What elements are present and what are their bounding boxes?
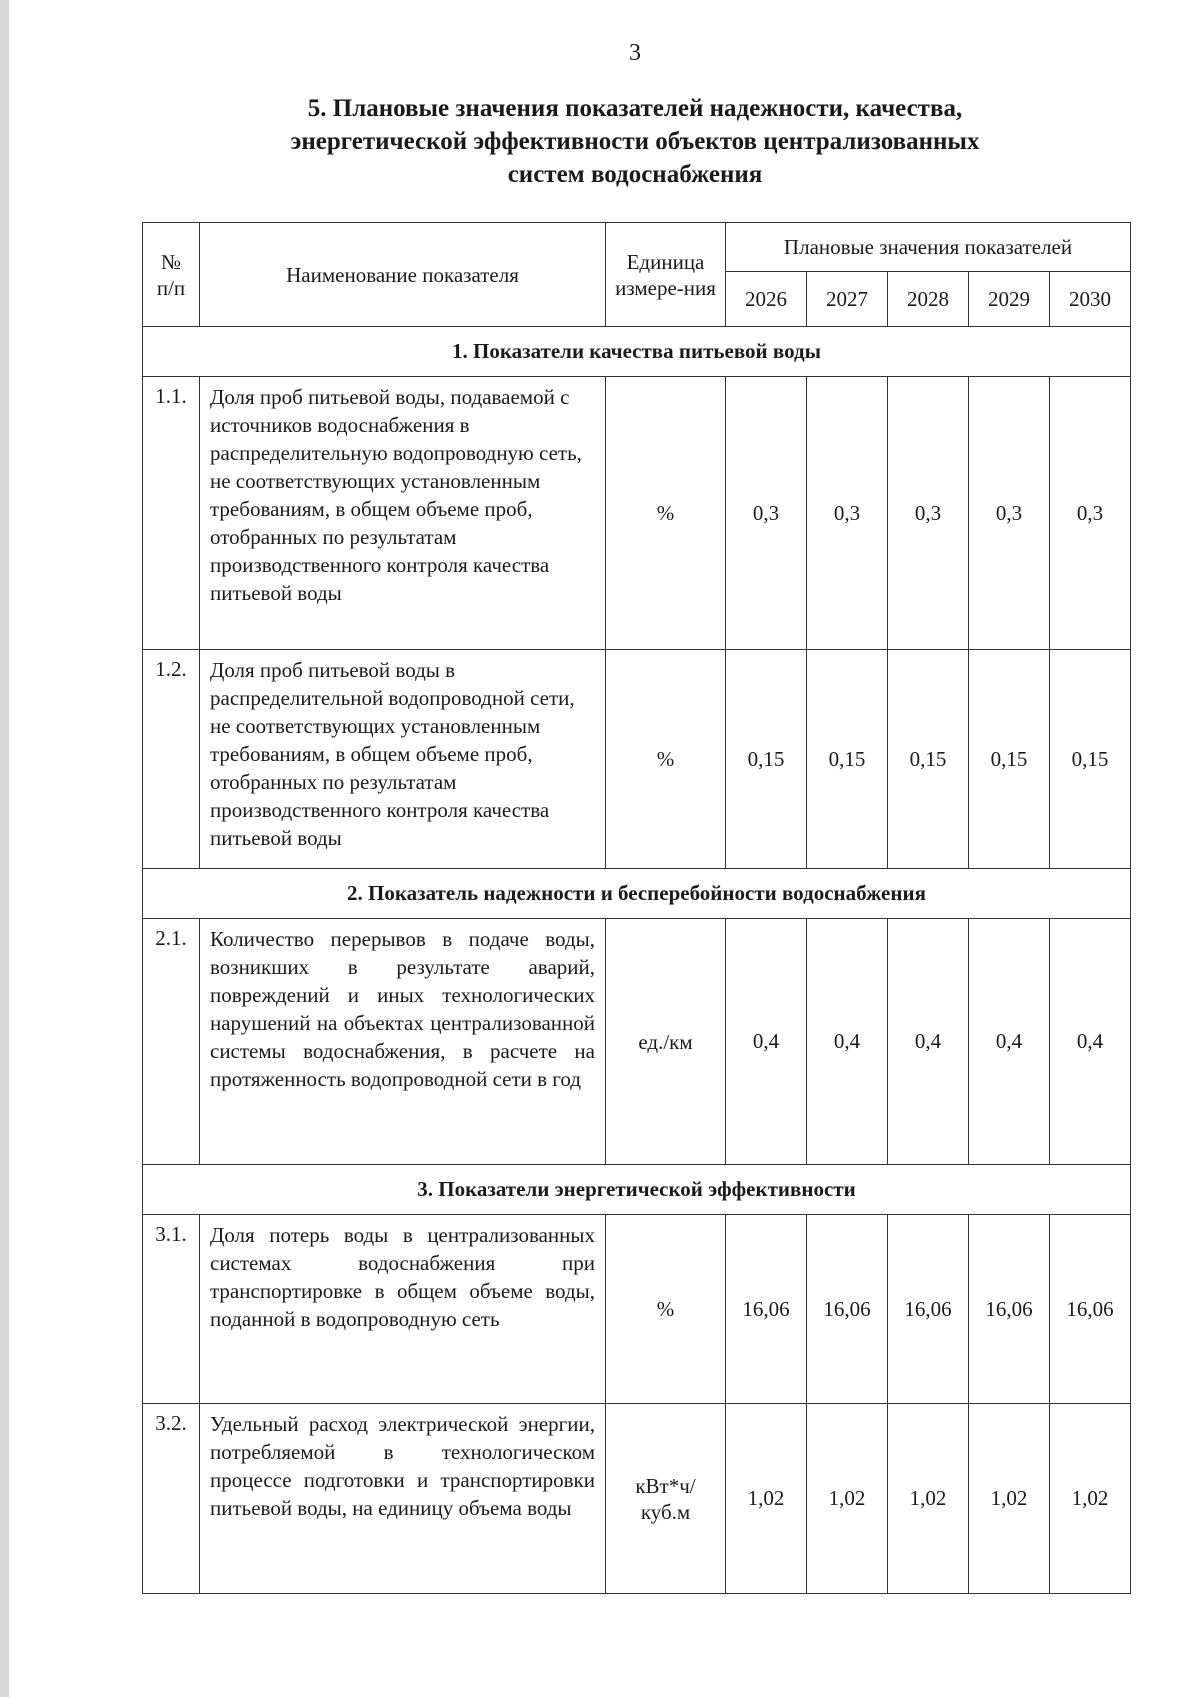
table-row bbox=[143, 1404, 1131, 1594]
row-number: 1.2. bbox=[143, 650, 200, 869]
section-row bbox=[143, 1165, 1131, 1215]
value-cell: 1,02 bbox=[969, 1404, 1050, 1594]
indicator-name: Доля проб питьевой воды, подаваемой с источников водоснабжения в распределительную водопроводную сеть, не соответствующих установленным требованиям, в общем объеме проб, отобранных по результатам производственного контроля качества питьевой воды bbox=[200, 377, 606, 650]
indicator-name: Удельный расход электрической энергии, потребляемой в технологическом процессе подготовки и транспортировки питьевой воды, на единицу объема воды bbox=[200, 1404, 606, 1594]
value-cell: 0,15 bbox=[1050, 650, 1131, 869]
indicator-name: Доля проб питьевой воды в распределительной водопроводной сети, не соответствующих установленным требованиям, в общем объеме проб, отобранных по результатам производственного контроля качества питьевой воды bbox=[200, 650, 606, 869]
value-cell: 0,15 bbox=[726, 650, 807, 869]
value-cell: 0,15 bbox=[888, 650, 969, 869]
value-cell: 16,06 bbox=[807, 1215, 888, 1404]
value-cell: 16,06 bbox=[969, 1215, 1050, 1404]
heading-line-3: систем водоснабжения bbox=[507, 161, 763, 188]
header-name: Наименование показателя bbox=[200, 223, 606, 327]
table-row bbox=[143, 377, 1131, 650]
page-number: 3 bbox=[629, 40, 641, 66]
value-cell: 0,4 bbox=[1050, 919, 1131, 1165]
header-year: 2026 bbox=[726, 272, 807, 327]
header-year: 2030 bbox=[1050, 272, 1131, 327]
value-cell: 0,15 bbox=[807, 650, 888, 869]
value-cell: 1,02 bbox=[1050, 1404, 1131, 1594]
unit-cell: % bbox=[606, 377, 726, 650]
value-cell: 16,06 bbox=[726, 1215, 807, 1404]
value-cell: 1,02 bbox=[807, 1404, 888, 1594]
heading-line-2: энергетической эффективности объектов централизованных bbox=[290, 128, 980, 155]
unit-cell: ед./км bbox=[606, 919, 726, 1165]
header-year: 2027 bbox=[807, 272, 888, 327]
unit-cell: % bbox=[606, 1215, 726, 1404]
header-row-1 bbox=[143, 223, 1131, 272]
value-cell: 1,02 bbox=[888, 1404, 969, 1594]
value-cell: 0,15 bbox=[969, 650, 1050, 869]
unit-cell: кВт*ч/ куб.м bbox=[606, 1404, 726, 1594]
value-cell: 0,4 bbox=[726, 919, 807, 1165]
value-cell: 16,06 bbox=[1050, 1215, 1131, 1404]
value-cell: 1,02 bbox=[726, 1404, 807, 1594]
header-year: 2028 bbox=[888, 272, 969, 327]
table-row bbox=[143, 1215, 1131, 1404]
section-title: 2. Показатель надежности и бесперебойности водоснабжения bbox=[143, 869, 1131, 919]
section-heading bbox=[180, 92, 1090, 191]
row-number: 3.2. bbox=[143, 1404, 200, 1594]
unit-cell: % bbox=[606, 650, 726, 869]
value-cell: 0,3 bbox=[807, 377, 888, 650]
value-cell: 0,4 bbox=[807, 919, 888, 1165]
header-num: № п/п bbox=[143, 223, 200, 327]
row-number: 1.1. bbox=[143, 377, 200, 650]
indicator-name: Количество перерывов в подаче воды, возникших в результате аварий, повреждений и иных технологических нарушений на объектах централизованной системы водоснабжения, в расчете на протяженность водопроводной сети в год bbox=[200, 919, 606, 1165]
table-row bbox=[143, 650, 1131, 869]
heading-line-1: 5. Плановые значения показателей надежности, качества, bbox=[307, 95, 963, 122]
section-row bbox=[143, 869, 1131, 919]
value-cell: 0,3 bbox=[1050, 377, 1131, 650]
value-cell: 0,3 bbox=[969, 377, 1050, 650]
indicators-table bbox=[142, 222, 1131, 1594]
value-cell: 0,3 bbox=[888, 377, 969, 650]
header-planned: Плановые значения показателей bbox=[726, 223, 1131, 272]
row-number: 2.1. bbox=[143, 919, 200, 1165]
header-unit: Единица измере-ния bbox=[606, 223, 726, 327]
section-title: 3. Показатели энергетической эффективности bbox=[143, 1165, 1131, 1215]
value-cell: 0,3 bbox=[726, 377, 807, 650]
value-cell: 16,06 bbox=[888, 1215, 969, 1404]
header-year: 2029 bbox=[969, 272, 1050, 327]
value-cell: 0,4 bbox=[888, 919, 969, 1165]
scan-edge bbox=[0, 0, 9, 1697]
value-cell: 0,4 bbox=[969, 919, 1050, 1165]
section-title: 1. Показатели качества питьевой воды bbox=[143, 327, 1131, 377]
row-number: 3.1. bbox=[143, 1215, 200, 1404]
section-row bbox=[143, 327, 1131, 377]
table-row bbox=[143, 919, 1131, 1165]
indicator-name: Доля потерь воды в централизованных системах водоснабжения при транспортировке в общем объеме воды, поданной в водопроводную сеть bbox=[200, 1215, 606, 1404]
